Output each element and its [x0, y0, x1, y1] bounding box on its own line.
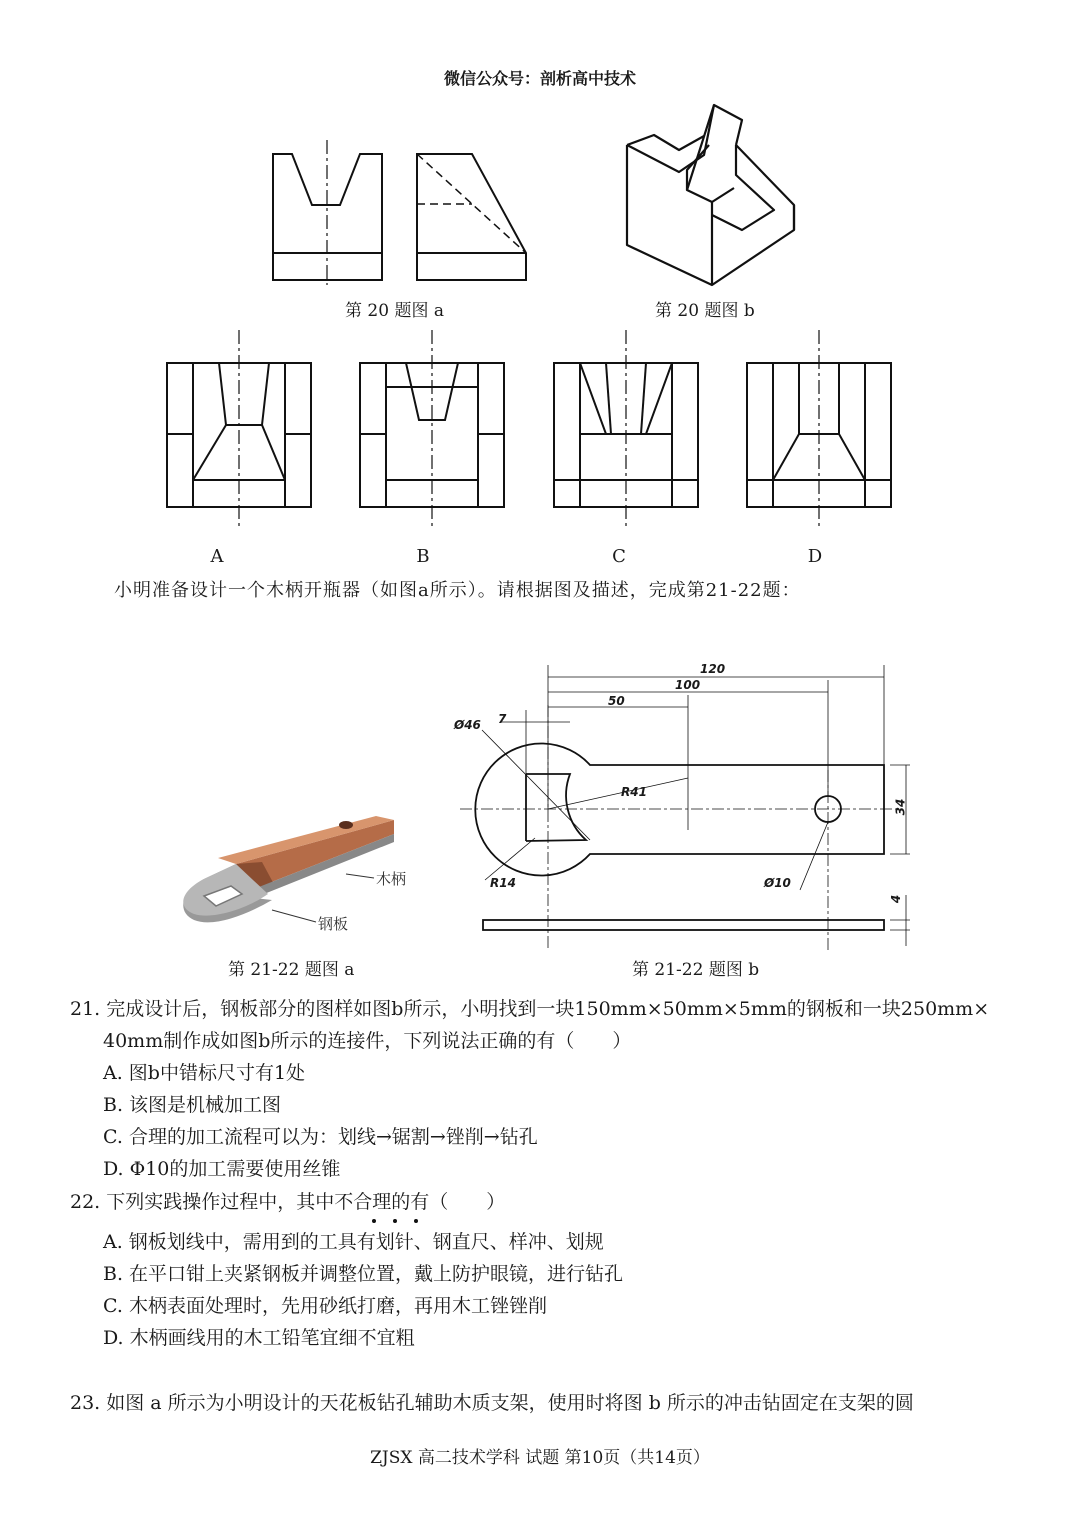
q22-option-b: B. 在平口钳上夹紧钢板并调整位置，戴上防护眼镜，进行钻孔 — [103, 1263, 624, 1285]
option-d-view — [744, 330, 894, 530]
label-wood-handle: 木柄 — [376, 870, 407, 888]
fig21a-caption: 第 21-22 题图 a — [228, 960, 355, 980]
q22-option-d: D. 木柄画线用的木工铅笔宜细不宜粗 — [103, 1327, 415, 1349]
option-a-view — [164, 330, 314, 530]
fig21b-caption: 第 21-22 题图 b — [632, 960, 760, 980]
dim-r14: R14 — [490, 876, 516, 890]
page-header: 微信公众号：剖析高中技术 — [443, 69, 636, 88]
fig20a-drawing — [270, 140, 532, 285]
steel-plate-drawing — [440, 650, 930, 960]
option-d-label: D — [807, 546, 823, 567]
q21-option-d: D. Φ10的加工需要使用丝锥 — [103, 1158, 341, 1180]
q22-stem-post: 的有（ ） — [391, 1191, 506, 1213]
intro-text: 小明准备设计一个木柄开瓶器（如图a所示）。请根据图及描述，完成第21-22题： — [114, 580, 801, 601]
dim-d10: Ø10 — [764, 876, 791, 890]
option-c-view — [551, 330, 701, 530]
option-a-label: A — [210, 546, 224, 567]
option-b-label: B — [416, 546, 430, 567]
fig20b-drawing — [624, 100, 796, 290]
emphasis-dots — [364, 1217, 434, 1225]
fig20a-caption: 第 20 题图 a — [345, 301, 444, 321]
q21-option-c: C. 合理的加工流程可以为：划线→锯割→锉削→钻孔 — [103, 1126, 538, 1148]
q21-option-b: B. 该图是机械加工图 — [103, 1094, 282, 1116]
q21-stem-line1: 21. 完成设计后，钢板部分的图样如图b所示，小明找到一块150mm×50mm×5mm的钢板和一块250mm× — [70, 998, 990, 1020]
page-footer: ZJSX 高二技术学科 试题 第10页（共14页） — [370, 1448, 710, 1468]
dim-d46: Ø46 — [454, 718, 481, 732]
dim-50: 50 — [608, 694, 625, 708]
option-c-label: C — [612, 546, 626, 567]
q22-stem-emphasis: 不合理 — [334, 1191, 392, 1213]
dim-4: 4 — [889, 894, 904, 904]
dim-34: 34 — [893, 798, 908, 816]
dim-r41: R41 — [621, 785, 647, 799]
q22-stem — [70, 1186, 505, 1218]
option-b-view — [357, 330, 507, 530]
label-steel-plate: 钢板 — [318, 915, 349, 933]
fig20b-caption: 第 20 题图 b — [655, 301, 755, 321]
q22-option-c: C. 木柄表面处理时，先用砂纸打磨，再用木工锉锉削 — [103, 1295, 547, 1317]
dim-7: 7 — [498, 712, 507, 726]
q23-stem-line1: 23. 如图 a 所示为小明设计的天花板钻孔辅助木质支架，使用时将图 b 所示的冲击钻固定在支架的圆 — [70, 1392, 914, 1414]
dim-100: 100 — [675, 678, 701, 692]
q22-stem-pre: 22. 下列实践操作过程中，其中 — [70, 1191, 335, 1213]
q22-option-a: A. 钢板划线中，需用到的工具有划针、钢直尺、样冲、划规 — [103, 1231, 604, 1253]
q21-option-a: A. 图b中错标尺寸有1处 — [103, 1062, 306, 1084]
dim-120: 120 — [700, 662, 726, 676]
q21-stem-line2: 40mm制作成如图b所示的连接件，下列说法正确的有（ ） — [103, 1030, 632, 1052]
